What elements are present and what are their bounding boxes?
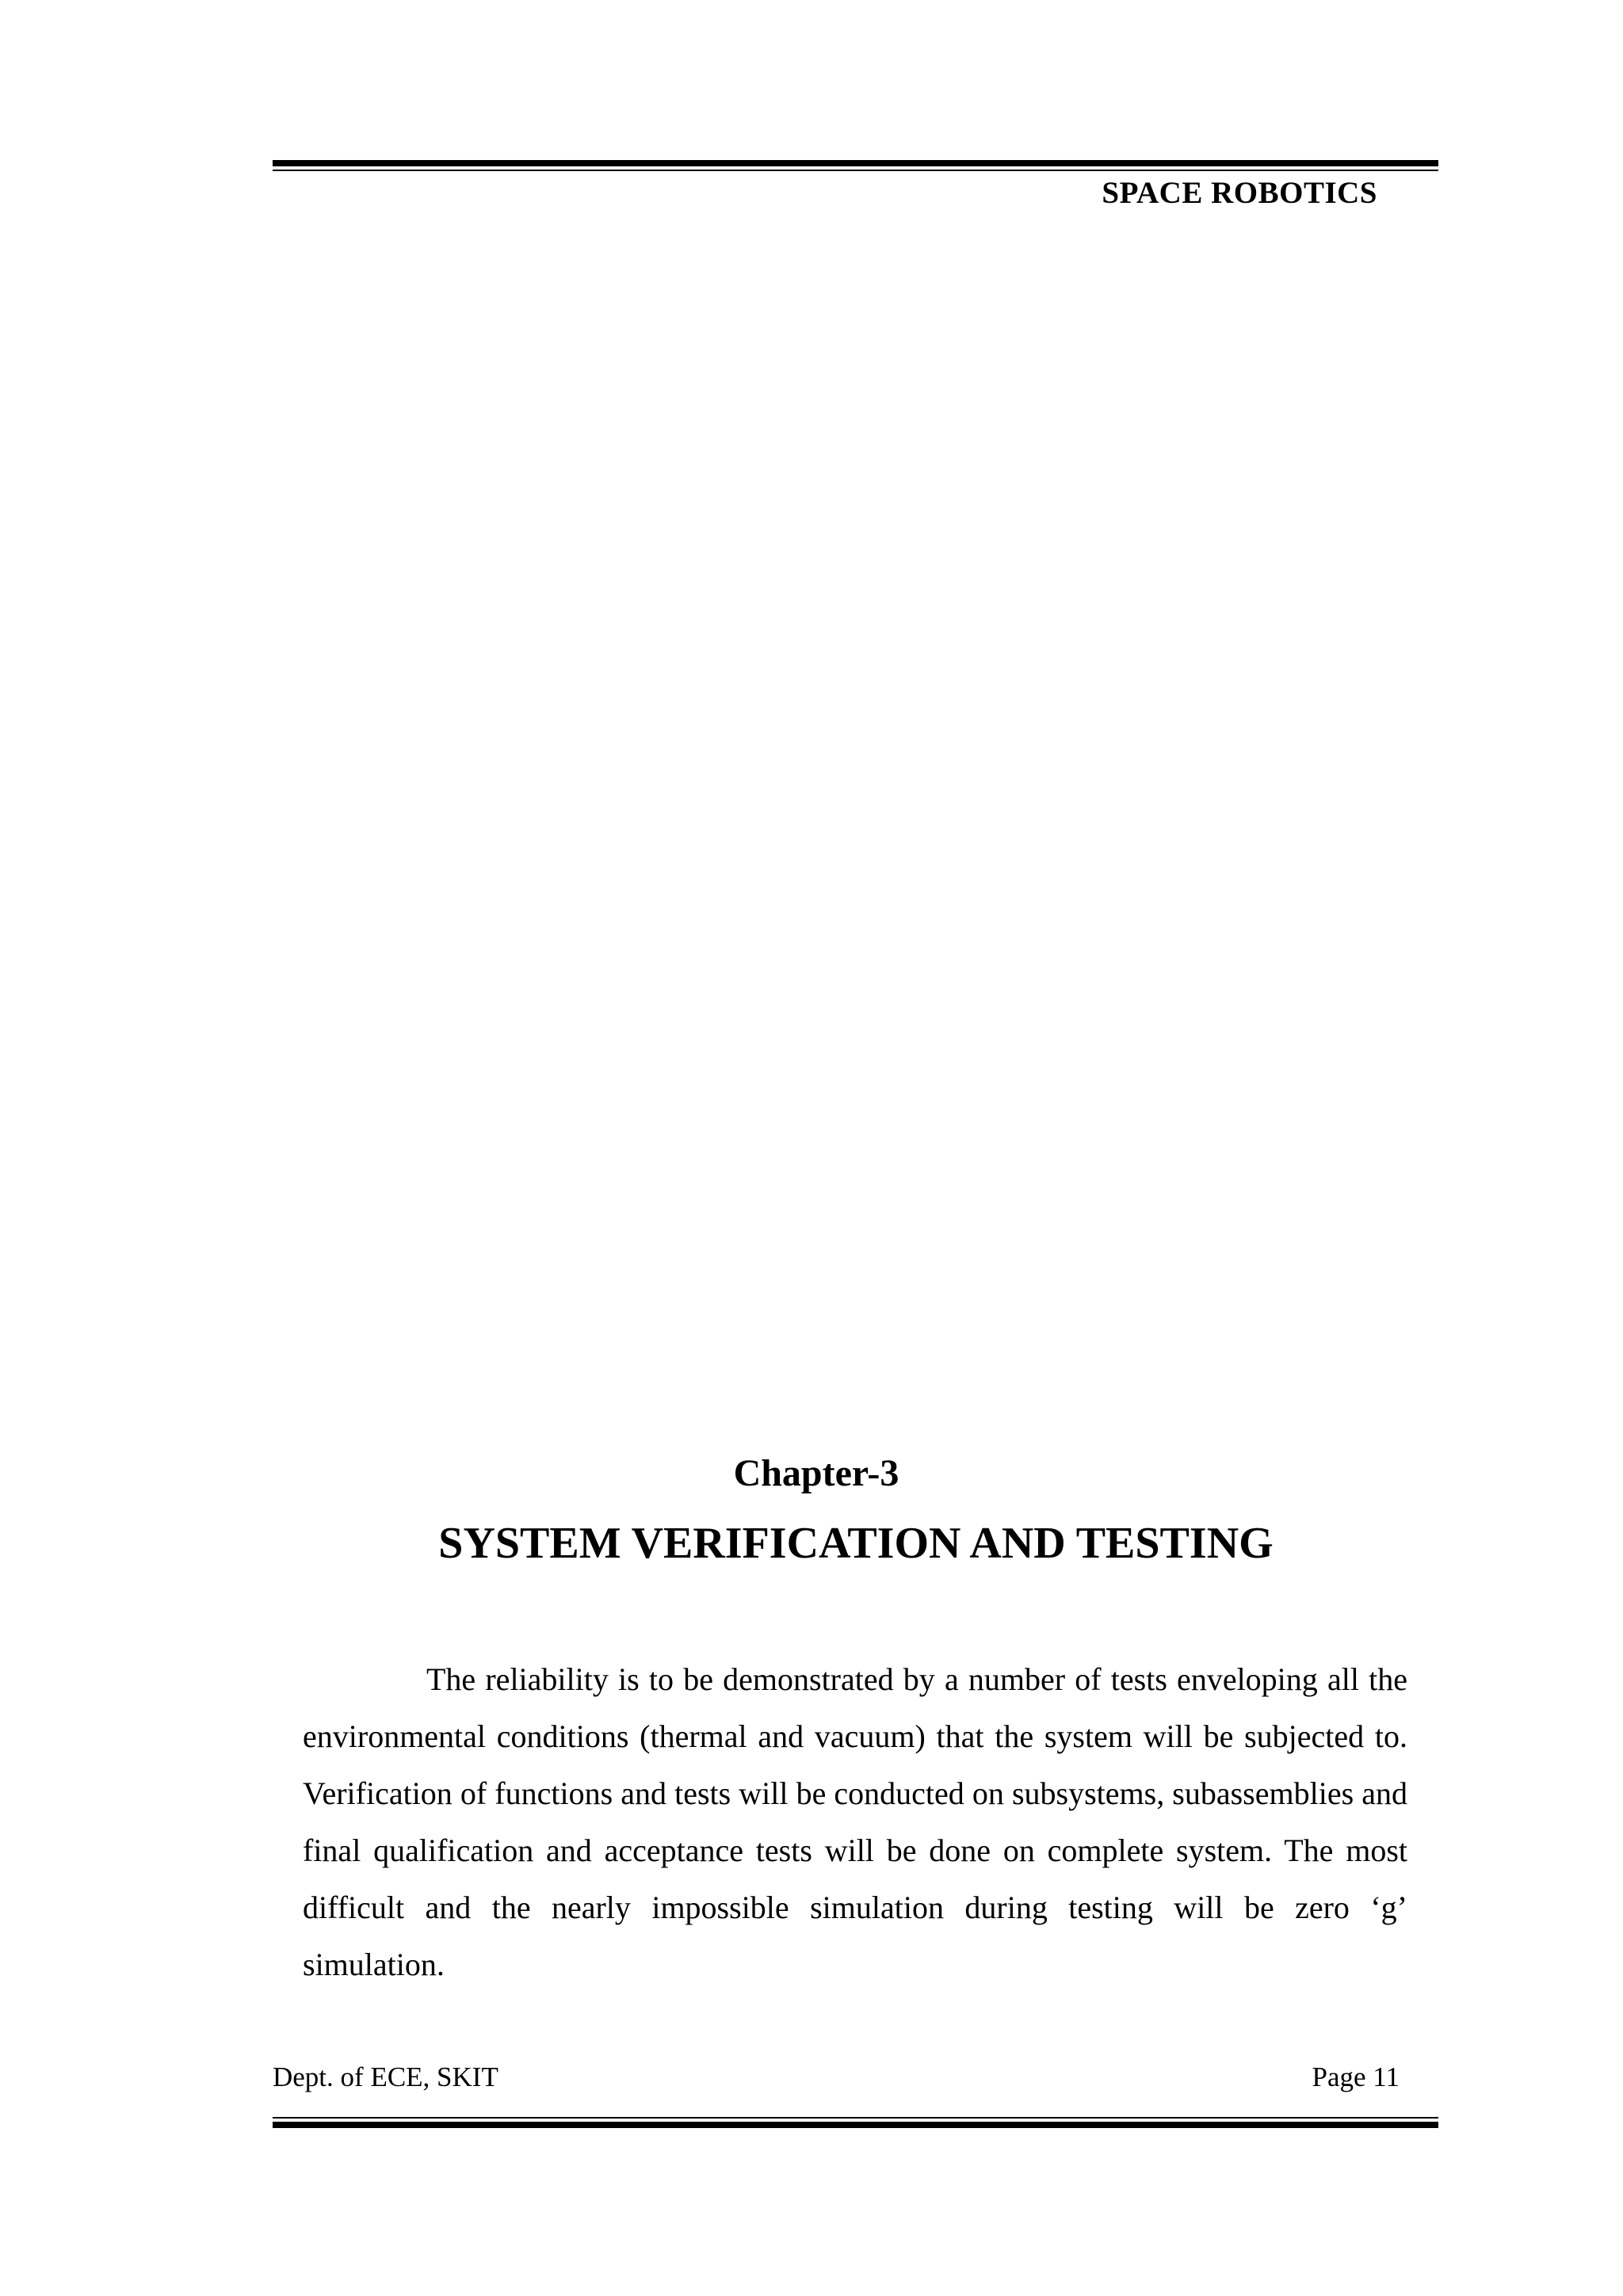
running-header-title: SPACE ROBOTICS [1102, 176, 1377, 210]
chapter-label: Chapter-3 [733, 1452, 899, 1494]
footer-department: Dept. of ECE, SKIT [273, 2061, 498, 2092]
footer-rule-thin [273, 2117, 1438, 2119]
body-paragraph: The reliability is to be demonstrated by a number of tests enveloping all the environmental conditions (thermal and vacuum) that the system will be subjected to. Verification of functions and tests will be conducted on subsystems, subassemblies and final qualification and acceptance tests will be done on complete system. The most difficult and the nearly impossible simulation during testing will be zero ‘g’ simulation. [303, 1661, 1407, 1982]
header-rule-thin [273, 170, 1438, 171]
header-rule-thick [273, 160, 1438, 166]
footer-page-number: Page 11 [1312, 2061, 1400, 2092]
footer-rule-thick [273, 2122, 1438, 2128]
chapter-title: SYSTEM VERIFICATION AND TESTING [438, 1519, 1274, 1568]
